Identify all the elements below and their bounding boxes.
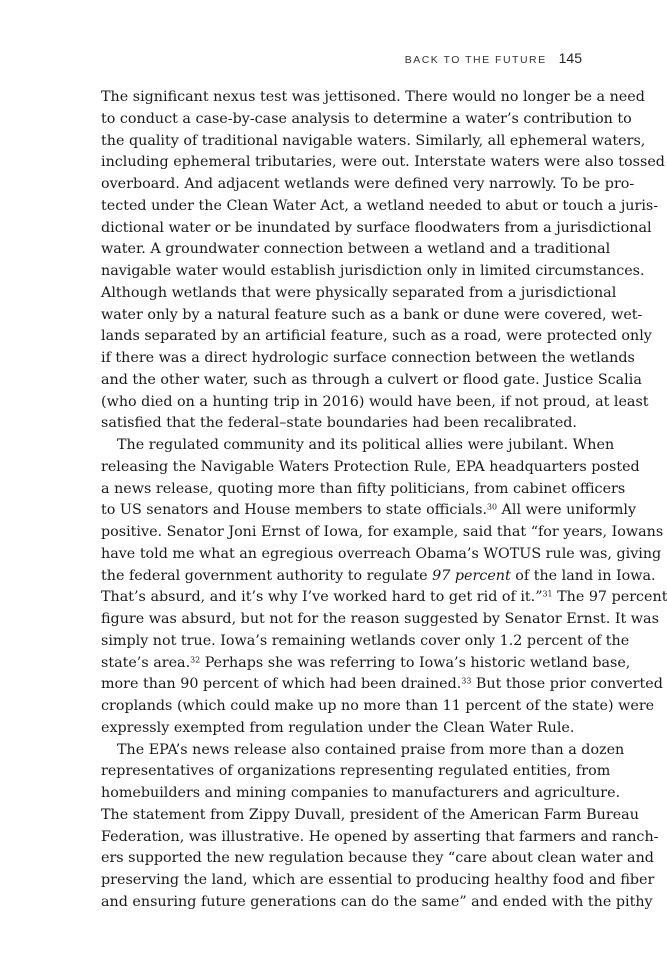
text-line: [101, 740, 625, 762]
text-segment: water only by a natural feature such as a bank or dune were covered, wet-: [101, 306, 643, 323]
text-line: [101, 261, 645, 283]
text-line: [101, 783, 621, 805]
text-segment: to conduct a case-by-case analysis to determine a water’s contribution to: [101, 110, 632, 127]
text-segment: The regulated community and its political allies were jubilant. When: [117, 437, 615, 453]
text-line: [101, 457, 640, 479]
text-segment: if there was a direct hydrologic surface connection between the wetlands: [101, 350, 635, 366]
text-line: [101, 218, 652, 240]
running-head: [405, 50, 582, 66]
text-segment: releasing the Navigable Waters Protection Rule, EPA headquarters posted: [101, 458, 640, 475]
text-segment: satisfied that the federal–state boundaries had been recalibrated.: [101, 415, 577, 432]
text-segment: including ephemeral tributaries, were out. Interstate waters were also tossed: [101, 154, 665, 171]
text-segment: and the other water, such as through a culvert or flood gate. Justice Scalia: [101, 371, 642, 388]
text-line: [101, 696, 655, 718]
text-segment: simply not true. Iowa’s remaining wetlands cover only 1.2 percent of the: [101, 632, 630, 649]
running-title: BACK TO THE FUTURE: [404, 54, 547, 66]
text-segment: water. A groundwater connection between a wetland and a traditional: [101, 241, 611, 258]
page-number: 145: [558, 50, 582, 66]
text-line: [101, 109, 632, 131]
text-line: [101, 609, 659, 631]
text-segment: dictional water or be inundated by surface floodwaters from a jurisdictional: [101, 219, 652, 236]
text-line: [101, 761, 611, 783]
text-segment: to US senators and House members to state officials.: [101, 502, 487, 519]
text-segment: have told me what an egregious overreach Obama’s WOTUS rule was, giving: [101, 545, 662, 562]
text-line: [101, 674, 663, 696]
text-segment: Perhaps she was referring to Iowa’s historic wetland base,: [200, 654, 631, 671]
text-line: [101, 326, 652, 348]
text-line: [101, 87, 645, 109]
text-line: [101, 544, 662, 566]
text-segment: navigable water would establish jurisdiction only in limited circumstances.: [101, 263, 645, 279]
text-segment: homebuilders and mining companies to manufacturers and agriculture.: [101, 785, 621, 801]
text-line: [101, 870, 655, 892]
emphasis-text: 97 percent: [432, 567, 511, 584]
text-line: [101, 152, 665, 174]
text-line: [101, 392, 649, 414]
text-segment: tected under the Clean Water Act, a wetland needed to abut or touch a juris-: [101, 197, 659, 214]
text-line: [101, 500, 637, 522]
text-segment: That’s absurd, and it’s why I’ve worked hard to get rid of it.”: [101, 589, 543, 606]
text-segment: ers supported the new regulation because they “care about clean water and: [101, 850, 654, 867]
text-segment: overboard. And adjacent wetlands were defined very narrowly. To be pro-: [101, 176, 635, 192]
text-segment: more than 90 percent of which had been drained.: [101, 676, 462, 693]
paragraph: [101, 435, 667, 740]
body-text: [101, 87, 667, 914]
paragraph: [101, 87, 665, 435]
text-segment: The 97 percent: [552, 589, 667, 606]
text-line: [101, 435, 615, 457]
text-line: [101, 348, 635, 370]
text-line: [101, 566, 656, 588]
footnote-marker: 33: [461, 676, 472, 686]
paragraph: [101, 740, 659, 914]
text-line: [101, 174, 635, 196]
text-segment: representatives of organizations representing regulated entities, from: [101, 763, 611, 780]
text-segment: expressly exempted from regulation under the Clean Water Rule.: [101, 719, 575, 736]
text-line: [101, 305, 643, 327]
text-segment: lands separated by an artificial feature, such as a road, were protected only: [101, 328, 652, 345]
text-segment: positive. Senator Joni Ernst of Iowa, for example, said that “for years, Iowans: [101, 524, 664, 540]
text-segment: of the land in Iowa.: [510, 567, 656, 584]
text-line: [101, 239, 611, 261]
text-line: [101, 479, 626, 501]
text-line: [101, 413, 582, 435]
footnote-marker: 32: [190, 655, 201, 665]
text-segment: Although wetlands that were physically separated from a jurisdictional: [101, 284, 617, 301]
text-segment: figure was absurd, but not for the reason suggested by Senator Ernst. It was: [101, 611, 659, 627]
text-segment: Federation, was illustrative. He opened by asserting that farmers and ranch-: [101, 828, 659, 845]
text-segment: a news release, quoting more than fifty politicians, from cabinet officers: [101, 480, 626, 497]
text-segment: (who died on a hunting trip in 2016) would have been, if not proud, at least: [101, 393, 649, 410]
text-segment: The significant nexus test was jettisoned. There would no longer be a need: [101, 89, 645, 105]
text-segment: The EPA’s news release also contained praise from more than a dozen: [117, 741, 625, 758]
text-line: [101, 892, 653, 914]
text-line: [101, 587, 667, 609]
text-segment: But those prior converted: [471, 676, 663, 693]
text-line: [101, 522, 664, 544]
text-line: [101, 370, 642, 392]
text-line: [101, 848, 654, 870]
text-line: [101, 631, 630, 653]
text-line: [101, 196, 659, 218]
text-segment: the quality of traditional navigable waters. Similarly, all ephemeral waters,: [101, 132, 646, 149]
text-line: [101, 653, 631, 675]
text-segment: All were uniformly: [497, 502, 637, 519]
footnote-marker: 30: [487, 502, 498, 512]
text-line: [101, 718, 582, 740]
footnote-marker: 31: [542, 589, 553, 599]
text-line: [101, 827, 659, 849]
text-segment: The statement from Zippy Duvall, president of the American Farm Bureau: [101, 806, 639, 823]
text-segment: state’s area.: [101, 654, 191, 671]
text-segment: the federal government authority to regulate: [101, 567, 433, 584]
text-line: [101, 805, 639, 827]
text-line: [101, 283, 617, 305]
text-segment: preserving the land, which are essential to producing healthy food and fiber: [101, 872, 655, 888]
text-segment: and ensuring future generations can do the same” and ended with the pithy: [101, 893, 653, 910]
text-segment: croplands (which could make up no more than 11 percent of the state) were: [101, 698, 655, 714]
text-line: [101, 131, 646, 153]
